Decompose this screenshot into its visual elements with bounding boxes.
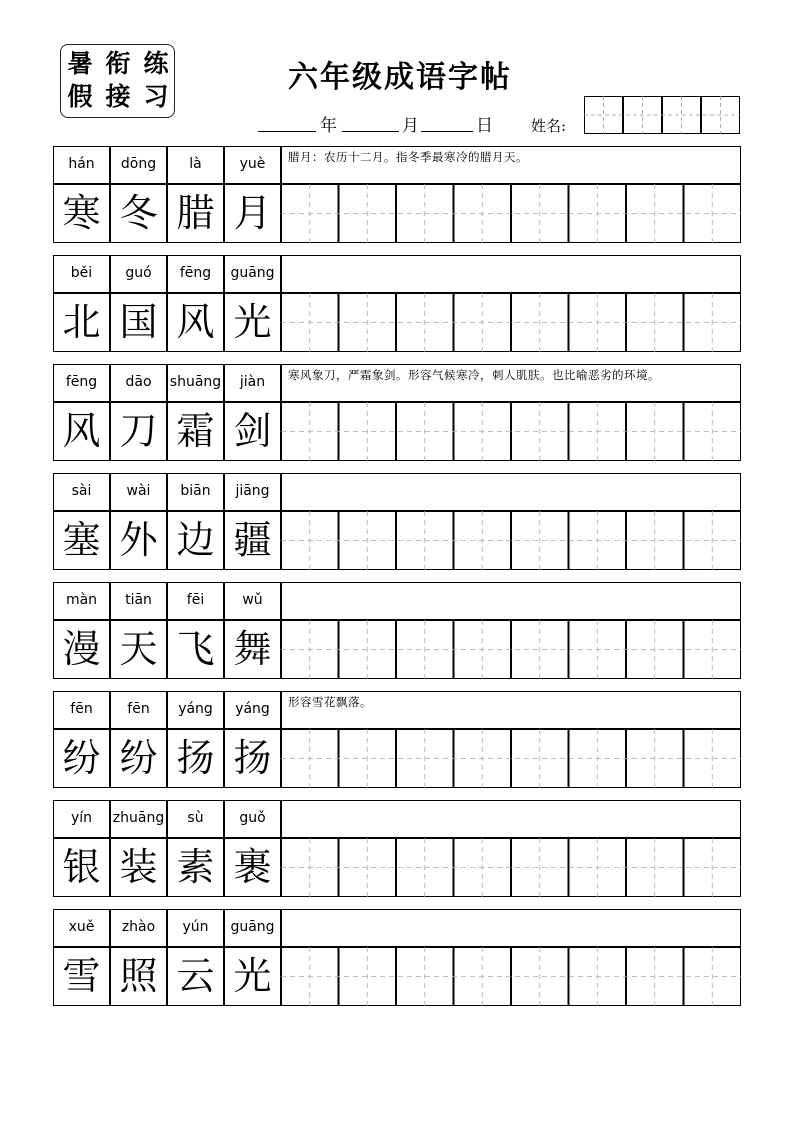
definition-cell: [281, 255, 741, 293]
definition-cell: 形容雪花飘落。: [281, 691, 741, 729]
hanzi-cell: 银: [53, 838, 110, 897]
pinyin-cell: yuè: [224, 146, 281, 184]
pinyin-cell: guǒ: [224, 800, 281, 838]
day-blank[interactable]: [421, 131, 473, 132]
idiom-block: [53, 146, 741, 243]
pinyin-cell: fēn: [53, 691, 110, 729]
hanzi-cell: 风: [167, 293, 224, 352]
logo-char: 假: [67, 82, 93, 111]
hanzi-cell: 月: [224, 184, 281, 243]
definition-cell: [281, 582, 741, 620]
definition-cell: 腊月：农历十二月。指冬季最寒冷的腊月天。: [281, 146, 741, 184]
hanzi-cell: 照: [110, 947, 167, 1006]
pinyin-cell: biān: [167, 473, 224, 511]
hanzi-cell: 光: [224, 293, 281, 352]
definition-cell: [281, 473, 741, 511]
pinyin-cell: guó: [110, 255, 167, 293]
hanzi-cell: 纷: [110, 729, 167, 788]
pinyin-cell: dāo: [110, 364, 167, 402]
pinyin-cell: tiān: [110, 582, 167, 620]
logo-char: 习: [143, 82, 169, 111]
pinyin-cell: hán: [53, 146, 110, 184]
practice-grid[interactable]: [281, 620, 741, 679]
definition-cell: 寒风象刀，严霜象剑。形容气候寒冷，刺人肌肤。也比喻恶劣的环境。: [281, 364, 741, 402]
hanzi-cell: 疆: [224, 511, 281, 570]
practice-grid[interactable]: [281, 184, 741, 243]
hanzi-cell: 外: [110, 511, 167, 570]
hanzi-cell: 北: [53, 293, 110, 352]
pinyin-cell: zhào: [110, 909, 167, 947]
pinyin-cell: jiàn: [224, 364, 281, 402]
hanzi-cell: 云: [167, 947, 224, 1006]
month-label: 月: [402, 116, 419, 136]
pinyin-cell: wài: [110, 473, 167, 511]
definition-cell: [281, 909, 741, 947]
pinyin-cell: jiāng: [224, 473, 281, 511]
hanzi-cell: 风: [53, 402, 110, 461]
pinyin-cell: fēng: [167, 255, 224, 293]
hanzi-cell: 剑: [224, 402, 281, 461]
practice-grid[interactable]: [281, 402, 741, 461]
hanzi-cell: 冬: [110, 184, 167, 243]
pinyin-cell: shuāng: [167, 364, 224, 402]
logo: [60, 44, 175, 118]
logo-char: 暑: [67, 49, 93, 78]
pinyin-cell: màn: [53, 582, 110, 620]
hanzi-cell: 国: [110, 293, 167, 352]
logo-char: 练: [143, 49, 169, 78]
idiom-block: [53, 364, 741, 461]
hanzi-cell: 素: [167, 838, 224, 897]
practice-grid[interactable]: [281, 293, 741, 352]
hanzi-cell: 裹: [224, 838, 281, 897]
pinyin-cell: dōng: [110, 146, 167, 184]
hanzi-cell: 塞: [53, 511, 110, 570]
hanzi-cell: 刀: [110, 402, 167, 461]
hanzi-cell: 装: [110, 838, 167, 897]
pinyin-cell: fēng: [53, 364, 110, 402]
idiom-block: [53, 800, 741, 897]
pinyin-cell: běi: [53, 255, 110, 293]
month-blank[interactable]: [342, 131, 399, 132]
pinyin-cell: fēi: [167, 582, 224, 620]
name-boxes[interactable]: [584, 96, 740, 134]
pinyin-cell: zhuāng: [110, 800, 167, 838]
hanzi-cell: 天: [110, 620, 167, 679]
pinyin-cell: yún: [167, 909, 224, 947]
idiom-block: [53, 909, 741, 1006]
pinyin-cell: wǔ: [224, 582, 281, 620]
year-label: 年: [320, 116, 337, 136]
pinyin-cell: fēn: [110, 691, 167, 729]
hanzi-cell: 雪: [53, 947, 110, 1006]
idiom-block: [53, 691, 741, 788]
hanzi-cell: 寒: [53, 184, 110, 243]
pinyin-cell: là: [167, 146, 224, 184]
practice-grid[interactable]: [281, 947, 741, 1006]
idiom-block: [53, 582, 741, 679]
pinyin-cell: guāng: [224, 255, 281, 293]
hanzi-cell: 腊: [167, 184, 224, 243]
year-blank[interactable]: [258, 131, 316, 132]
definition-cell: [281, 800, 741, 838]
pinyin-cell: guāng: [224, 909, 281, 947]
hanzi-cell: 舞: [224, 620, 281, 679]
logo-char: 接: [105, 82, 131, 111]
pinyin-cell: xuě: [53, 909, 110, 947]
hanzi-cell: 纷: [53, 729, 110, 788]
idiom-block: [53, 255, 741, 352]
hanzi-cell: 光: [224, 947, 281, 1006]
idiom-block: [53, 473, 741, 570]
page-title: 六年级成语字帖: [288, 60, 512, 95]
practice-grid[interactable]: [281, 729, 741, 788]
pinyin-cell: sù: [167, 800, 224, 838]
practice-grid[interactable]: [281, 511, 741, 570]
hanzi-cell: 霜: [167, 402, 224, 461]
practice-grid[interactable]: [281, 838, 741, 897]
pinyin-cell: yín: [53, 800, 110, 838]
pinyin-cell: yáng: [224, 691, 281, 729]
hanzi-cell: 漫: [53, 620, 110, 679]
hanzi-cell: 扬: [224, 729, 281, 788]
name-label: 姓名:: [531, 117, 567, 135]
logo-char: 衔: [105, 49, 131, 78]
hanzi-cell: 飞: [167, 620, 224, 679]
day-label: 日: [476, 116, 493, 136]
pinyin-cell: sài: [53, 473, 110, 511]
pinyin-cell: yáng: [167, 691, 224, 729]
hanzi-cell: 扬: [167, 729, 224, 788]
hanzi-cell: 边: [167, 511, 224, 570]
